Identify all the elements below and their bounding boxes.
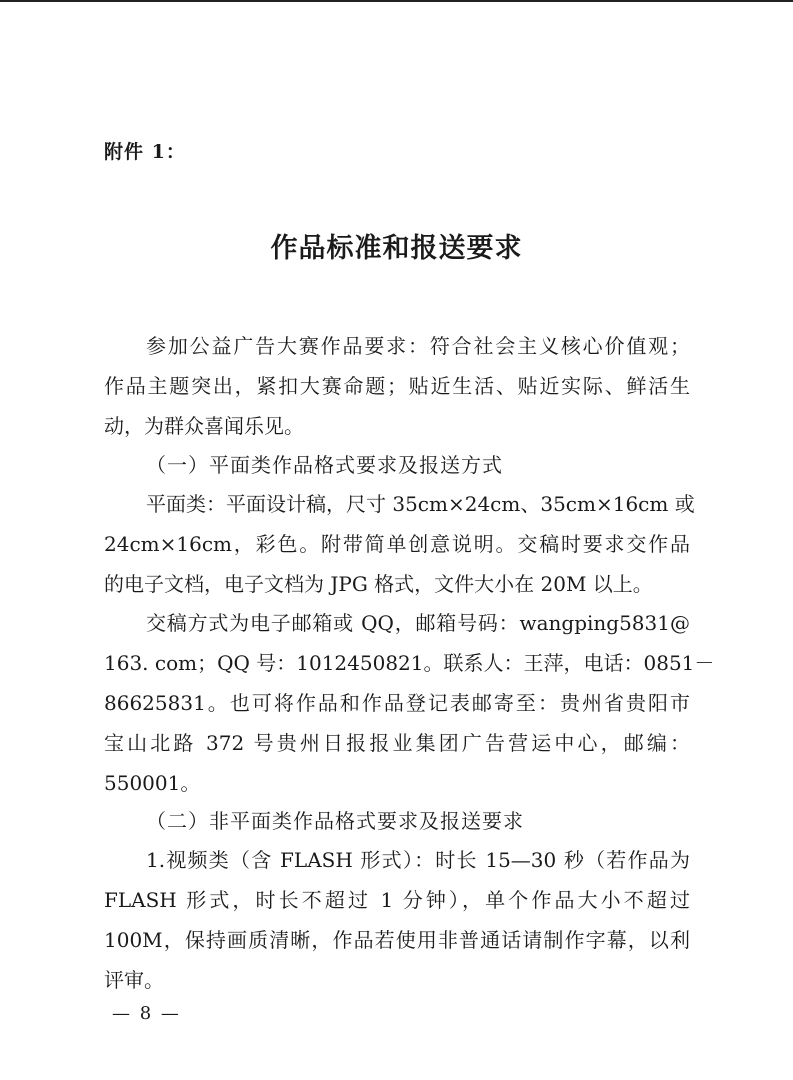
intro-line: 动，为群众喜闻乐见。 xyxy=(104,414,304,438)
attachment-label: 附件 1： xyxy=(104,141,186,163)
submission-paragraph xyxy=(104,603,715,803)
top-border-line xyxy=(0,0,793,2)
print-spec-line: 24cm×16cm，彩色。附带简单创意说明。交稿时要求交作品 xyxy=(104,532,690,556)
submission-line: 550001。 xyxy=(104,771,201,795)
video-spec-line: 100M，保持画质清晰，作品若使用非普通话请制作字幕，以利 xyxy=(104,928,690,952)
submission-line: 163. com；QQ 号：1012450821。联系人：王萍，电话：0851－ xyxy=(104,651,715,675)
intro-line: 参加公益广告大赛作品要求：符合社会主义核心价值观； xyxy=(146,334,690,358)
section-heading-non-print: （二）非平面类作品格式要求及报送要求 xyxy=(146,809,524,833)
submission-line: 宝山北路 372 号贵州日报报业集团广告营运中心，邮编： xyxy=(104,731,690,755)
document-title: 作品标准和报送要求 xyxy=(270,233,523,264)
page-number: — 8 — xyxy=(112,1003,181,1024)
print-spec-line: 的电子文档，电子文档为 JPG 格式，文件大小在 20M 以上。 xyxy=(104,572,653,596)
video-spec-paragraph xyxy=(104,840,690,1000)
video-spec-line: 1.视频类（含 FLASH 形式）：时长 15—30 秒（若作品为 xyxy=(146,848,690,872)
print-spec-line: 平面类：平面设计稿，尺寸 35cm×24cm、35cm×16cm 或 xyxy=(146,492,695,516)
submission-line: 交稿方式为电子邮箱或 QQ，邮箱号码：wangping5831@ xyxy=(146,611,690,635)
submission-line: 86625831。也可将作品和作品登记表邮寄至：贵州省贵阳市 xyxy=(104,691,690,715)
print-spec-paragraph xyxy=(104,484,695,604)
section-heading-print: （一）平面类作品格式要求及报送方式 xyxy=(146,453,503,477)
video-spec-line: 评审。 xyxy=(104,968,164,992)
video-spec-line: FLASH 形式，时长不超过 1 分钟），单个作品大小不超过 xyxy=(104,888,690,912)
intro-line: 作品主题突出，紧扣大赛命题；贴近生活、贴近实际、鲜活生 xyxy=(104,374,690,398)
intro-paragraph xyxy=(104,326,690,446)
